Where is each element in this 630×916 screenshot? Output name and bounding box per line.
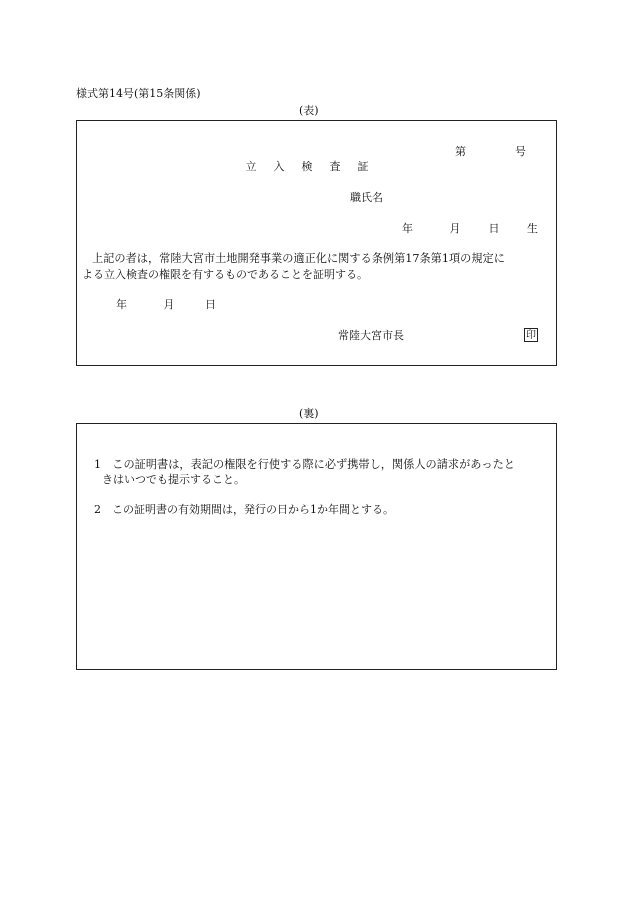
title-char-5: 証: [357, 160, 369, 173]
issue-year: 年: [116, 298, 127, 311]
issuer-name: 常陸大宮市長: [338, 329, 404, 342]
certification-text-line-1: 上記の者は，常陸大宮市土地開発事業の適正化に関する条例第17条第1項の規定に: [92, 252, 505, 265]
front-side-label: (表): [299, 104, 319, 117]
back-item-1-line-1: 1 この証明書は，表記の権限を行使する際に必ず携帯し，関係人の請求があったと: [94, 458, 515, 471]
front-certificate-frame: [76, 120, 557, 366]
issue-month: 月: [163, 298, 175, 311]
certificate-title: [237, 160, 377, 174]
issue-day: 日: [205, 298, 216, 311]
title-char-1: 立: [245, 160, 257, 173]
certificate-number-go: 号: [515, 145, 526, 158]
seal-box: 印: [526, 330, 536, 341]
birth-sei: 生: [527, 222, 538, 235]
certification-text-line-2: よる立入検査の権限を有するものであることを証明する。: [82, 268, 368, 281]
issue-date-line: [116, 298, 216, 312]
back-item-1-line-2: きはいつでも提示すること。: [102, 473, 245, 486]
title-char-4: 査: [329, 160, 341, 173]
position-name-label: 職氏名: [350, 191, 383, 204]
title-char-2: 入: [273, 160, 285, 173]
birth-day: 日: [488, 222, 500, 235]
back-item-2: 2 この証明書の有効期間は，発行の日から1か年間とする。: [94, 503, 394, 516]
back-side-label: (裏): [299, 407, 319, 420]
form-number-label: 様式第14号(第15条関係): [76, 87, 201, 100]
birth-year: 年: [402, 222, 413, 235]
birth-date-line: [402, 222, 538, 236]
certificate-number-dai: 第: [455, 145, 466, 158]
title-char-3: 検: [301, 160, 313, 173]
birth-month: 月: [449, 222, 461, 235]
